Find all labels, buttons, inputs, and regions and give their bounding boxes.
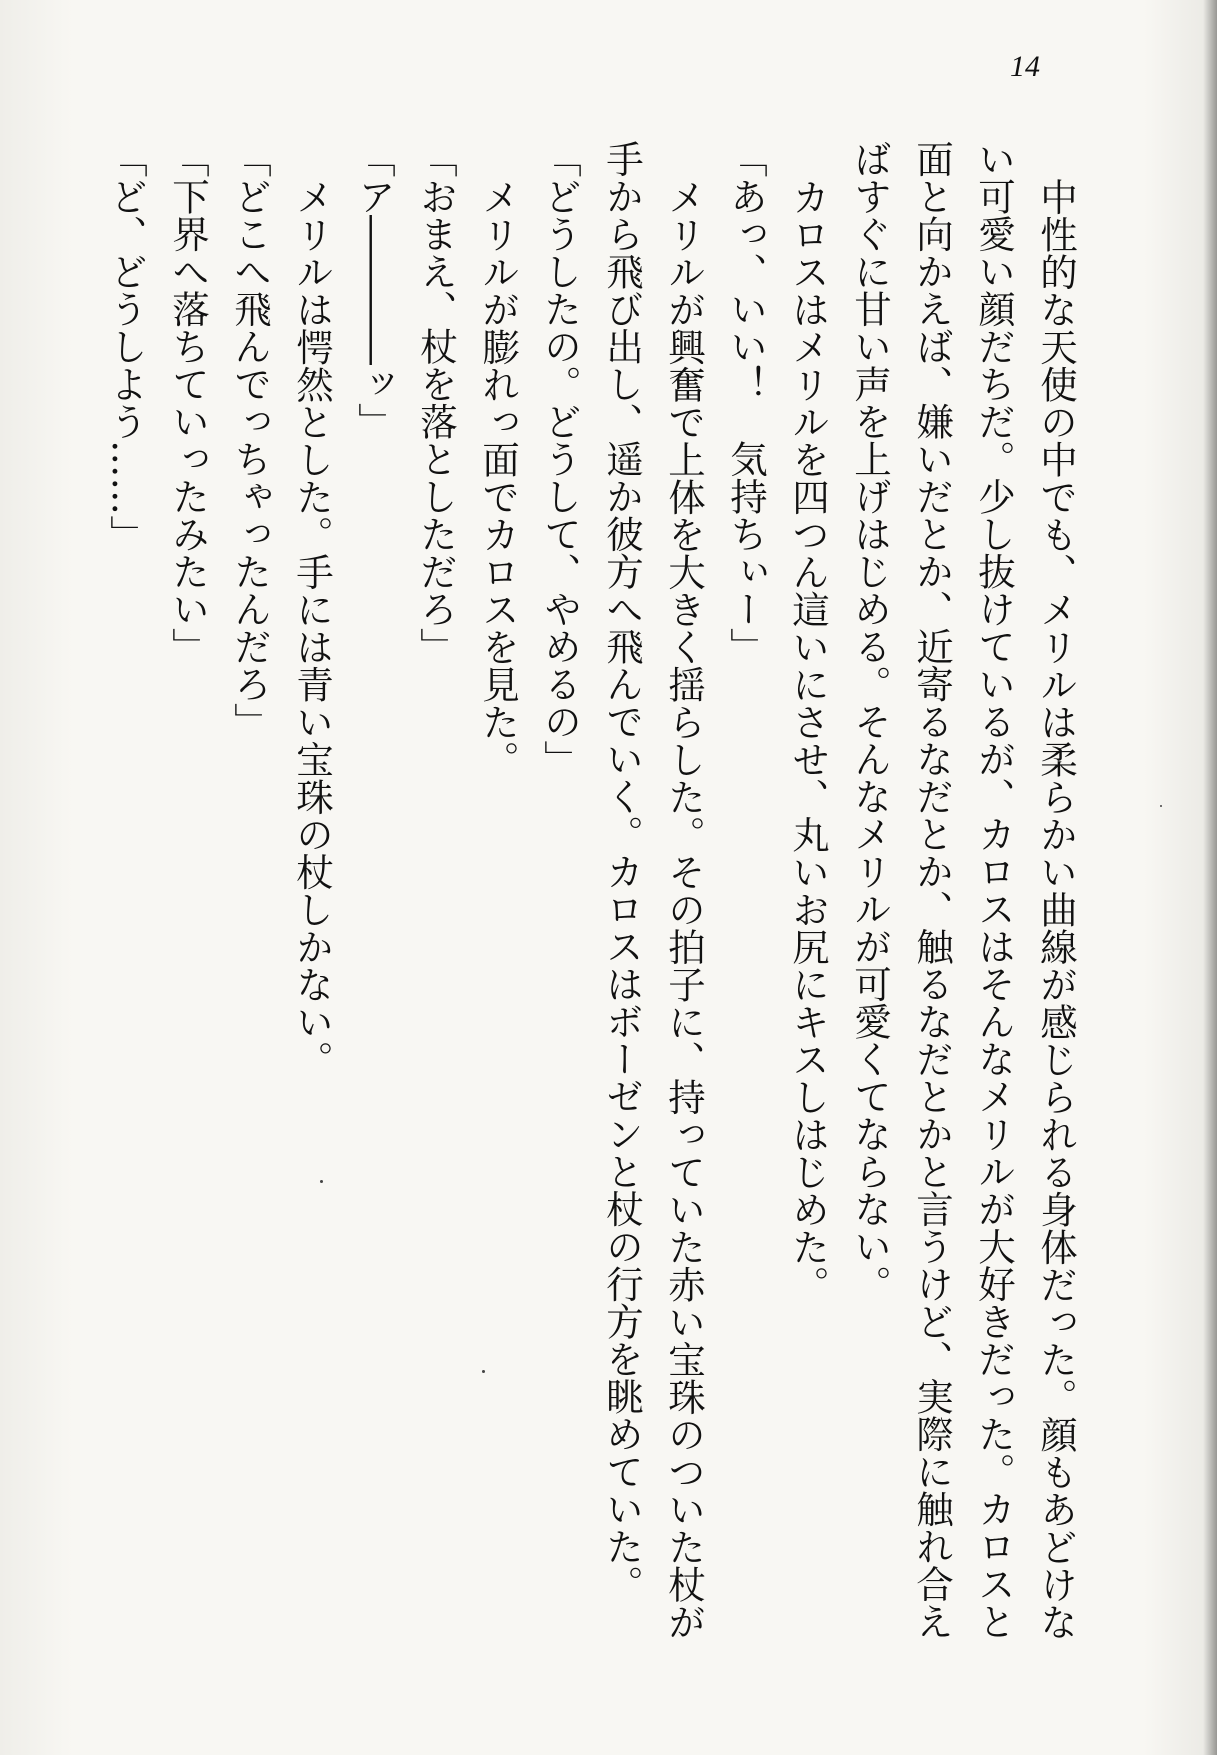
dialogue-line: 「下界へ落ちていったみたい」 <box>166 140 210 665</box>
text-line: メリルが膨れっ面でカロスを見た。 <box>476 177 520 778</box>
dialogue-line: 「ア――――ッ」 <box>352 140 396 440</box>
vertical-text-body <box>95 140 1087 1640</box>
text-line: ばすぐに甘い声を上げはじめる。そんなメリルが可愛くてならない。 <box>848 140 892 1303</box>
page-edge-shadow <box>1203 0 1217 1755</box>
dialogue-line: 「どこへ飛んでっちゃったんだろ」 <box>228 140 272 740</box>
text-line: 中性的な天使の中でも、メリルは柔らかい曲線が感じられる身体だった。顔もあどけな <box>1034 177 1078 1640</box>
text-line: 面と向かえば、嫌いだとか、近寄るなだとか、触るなだとかと言うけど、実際に触れ合え <box>910 140 954 1640</box>
text-line: カロスはメリルを四つん這いにさせ、丸いお尻にキスしはじめた。 <box>786 177 830 1303</box>
scan-speck <box>482 1370 485 1373</box>
text-line: 手から飛び出し、遥か彼方へ飛んでいく。カロスはボーゼンと杖の行方を眺めていた。 <box>600 140 644 1603</box>
dialogue-line: 「あっ、いい！ 気持ちぃー」 <box>724 140 768 665</box>
dialogue-line: 「おまえ、杖を落としただろ」 <box>414 140 458 665</box>
scan-speck <box>1160 805 1162 807</box>
text-line: メリルは愕然とした。手には青い宝珠の杖しかない。 <box>290 177 334 1078</box>
text-line: い可愛い顔だちだ。少し抜けているが、カロスはそんなメリルが大好きだった。カロスと <box>972 140 1016 1640</box>
text-line: メリルが興奮で上体を大きく揺らした。その拍子に、持っていた赤い宝珠のついた杖が <box>662 177 706 1640</box>
dialogue-line: 「ど、どうしよう……」 <box>104 140 148 553</box>
page-number: 14 <box>1010 50 1040 83</box>
scan-speck <box>320 1180 323 1183</box>
dialogue-line: 「どうしたの。どうして、やめるの」 <box>538 140 582 778</box>
